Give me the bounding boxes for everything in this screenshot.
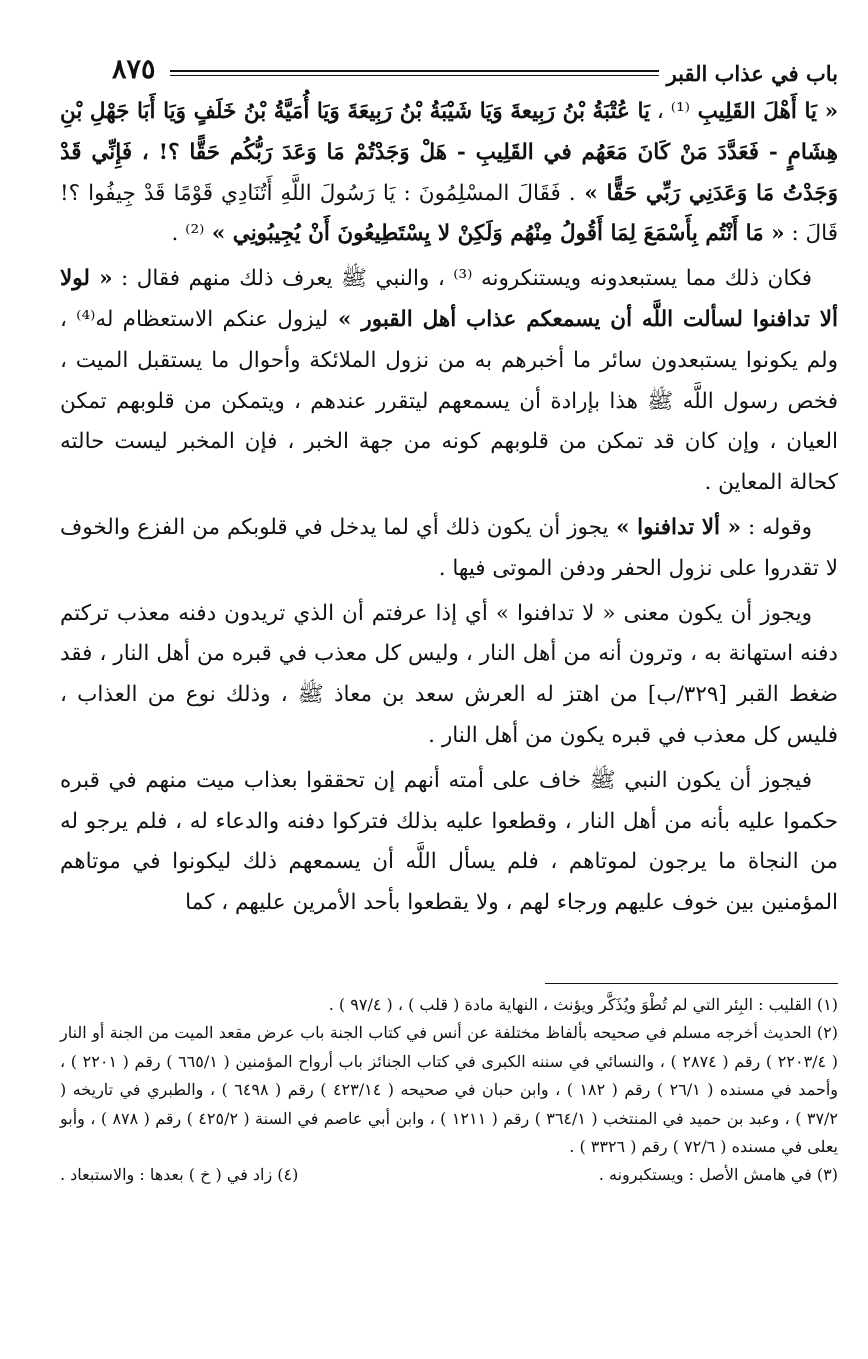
hadith-quote: « يَا أَهْلَ القَلِيبِ	[689, 99, 839, 124]
commentary-text: ليزول عنكم الاستعظام له⁽⁴⁾ ، ولم يكونوا يستبعدون سائر ما أخبرهم به من نزول الملائكة وأحوال ما يستقبل الميت ، فخص رسول اللَّه ﷺ هذا بإرادة أن يسمعهم ليتقرر عندهم ، ويتمكن من قلوبهم تمكن العيان ، وإن كان قد تمكن من قلوبهم كونه من جهة الخبر ، فإن المخبر ليست حالته كحالة المعاين .	[60, 306, 838, 496]
footnote-ref: ⁽¹⁾ ،	[649, 99, 690, 124]
footnotes	[60, 991, 838, 1190]
commentary-text: يجوز أن يكون ذلك أي لما يدخل في قلوبكم من الفزع والخوف لا تقدروا على نزول الحفر ودفن الموتى فيها .	[60, 514, 838, 581]
footnote-4: (٤) زاد في ( خ ) بعدها : والاستبعاد .	[60, 1165, 299, 1185]
paragraph	[60, 761, 838, 924]
footnote-separator	[545, 983, 838, 984]
footnote-3: (٣) في هامش الأصل : ويستكبرونه .	[598, 1165, 838, 1185]
paragraph	[60, 92, 838, 255]
running-title: باب في عذاب القبر	[659, 60, 838, 88]
hadith-quote: يَا عُتْبَةُ بْنُ رَبِيعةَ وَيَا شَيْبَةُ بْنُ رَبِيعَةَ وَيَا أُمَيَّةُ بْنُ خَلَفٍ وَيَا أَبَا جَهْلِ بْنِ هِشَامٍ - فَعَدَّدَ مَنْ كَانَ مَعَهُم في القَلِيبِ - هَلْ وَجَدْتُمْ مَا وَعَدَ رَبُّكُم حَقًّا ؟! ، فَإِنِّي قَدْ وَجَدْتُ مَا وَعَدَنِي رَبِّي حَقًّا »	[60, 99, 838, 206]
main-text	[60, 92, 838, 928]
paragraph	[60, 594, 838, 757]
page-number: ٨٧٥	[112, 54, 156, 85]
footnote-2: (٢) الحديث أخرجه مسلم في صحيحه بألفاظ مختلفة عن أنس في كتاب الجنة باب عرض مقعد الميت من الجنة أو النار ( ٢٢٠٣/٤ ) رقم ( ٢٨٧٤ ) ، والنسائي في سننه الكبرى في كتاب الجنائز باب أرواح المؤمنين ( ٦٦٥/١ ) رقم ( ٢٢٠١ ) ، وأحمد في مسنده ( ٢٦/١ ) رقم ( ١٨٢ ) ، وابن حبان في صحيحه ( ٤٢٣/١٤ ) رقم ( ٦٤٩٨ ) ، والطبري في تاريخه ( ٣٧/٢ ) ، وعبد بن حميد في المنتخب ( ٣٦٤/١ ) رقم ( ١٢١١ ) ، وابن أبي عاصم في السنة ( ٤٢٥/٢ ) رقم ( ٨٧٨ ) ، وأبو يعلى في مسنده ( ٧٢/٦ ) رقم ( ٣٣٢٦ ) .	[60, 1023, 839, 1157]
commentary-text: وقوله :	[741, 514, 813, 540]
paragraph	[60, 259, 838, 504]
commentary-text: فكان ذلك مما يستبعدونه ويستنكرونه ⁽³⁾ ، والنبي ﷺ يعرف ذلك منهم فقال :	[112, 266, 813, 292]
hadith-quote: « ألا تدافنوا »	[608, 514, 742, 540]
hadith-quote: « لولا ألا تدافنوا لسألت اللَّه أن يسمعكم عذاب أهل القبور »	[60, 266, 839, 332]
commentary-text: فيجوز أن يكون النبي ﷺ خاف على أمته أنهم إن تحققوا بعذاب ميت منهم في قبره حكموا عليه بأنه من أهل النار ، وقطعوا عليه بذلك فتركوا دفنه والدعاء له ، فلم يرجو له من النجاة ما يرجون لموتاهم ، فلم يسأل اللَّه أن يسمعهم ذلك ليكونوا في موتاهم المؤمنين بين خوف عليهم ورجاء لهم ، ولا يقطعوا بأحد الأمرين عليهم ، كما	[60, 767, 838, 916]
narration-text: . فَقَالَ المسْلِمُونَ : يَا رَسُولَ اللَّهِ أَتُنَادِي قَوْمًا قَدْ جِيفُوا ؟! قَالَ :	[60, 180, 838, 247]
commentary-text: ويجوز أن يكون معنى « لا تدافنوا » أي إذا عرفتم أن الذي تريدون دفنه معذب تركتم دفنه استهانة به ، وترون أنه من أهل النار ، وليس كل معذب في قبره من أهل النار ، فقد ضغط القبر [٣٢٩/ب] من اهتز له العرش سعد بن معاذ ﷺ ، وذلك نوع من العذاب ، فليس كل معذب في قبره يكون من أهل النار .	[60, 600, 838, 748]
hadith-quote: « مَا أَنْتُم بِأَسْمَعَ لِمَا أَقُولُ مِنْهُم وَلَكِنْ لا يِسْتَطِيعُونَ أَنْ يُجِيبُونِي »	[204, 221, 785, 247]
paragraph	[60, 508, 838, 590]
footnote-row	[60, 1161, 838, 1189]
page-header	[112, 54, 838, 88]
footnote-ref: ⁽²⁾ .	[171, 221, 205, 247]
footnote-1: (١) القليب : البِئر التي لم تُطْوَ ويُذَكَّر ويؤنث ، النهاية مادة ( قلب ) ، ( ٩٧/٤ ) .	[328, 995, 838, 1014]
